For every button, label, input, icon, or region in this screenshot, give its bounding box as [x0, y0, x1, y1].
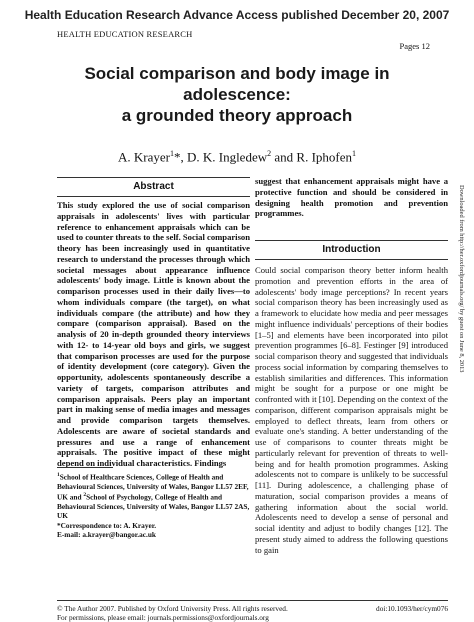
abstract-continuation [255, 176, 448, 219]
advance-access-banner: Health Education Research Advance Access published December 20, 2007 [24, 8, 450, 22]
affiliation-line: School of Healthcare Sciences, College of Health and Behavioural Sciences, University of Wales, Bangor LL57 2EF, UK and [57, 472, 249, 502]
abstract-text [57, 200, 250, 469]
corresponding-mark: * [173, 149, 181, 165]
title-line-1: Social comparison and body image in adolescence: [84, 64, 390, 104]
affiliation-text [57, 471, 250, 521]
introduction-text [255, 265, 448, 555]
permissions-line: For permissions, please email: journals.permissions@oxfordjournals.org [57, 613, 269, 622]
affiliation-mark: 1 [169, 149, 174, 158]
affiliation-mark: 1 [352, 149, 356, 158]
affiliations [57, 471, 250, 540]
download-watermark [458, 185, 472, 445]
introduction-heading: Introduction [255, 240, 448, 260]
affiliation-mark: 2 [83, 492, 87, 499]
abstract-body: This study explored the use of social comparison appraisals in adolescents' lives with particular reference to enhancement appraisals which can be used to counter threats to the self. Social comparison theory has been increasingly used in quantitative research to understand the processes through which societal messages about appearance influence adolescents' body image. Little is known about the comparison processes used in their daily lives—to whom individuals compare (the target), on what individuals compare (the attribute) and how they compare (comparison appraisal). Based on the analysis of 20 in-depth grounded theory interviews with 12- to 14-year old boys and girls, we suggest that comparison processes are used for the purpose of identity development (core category). Given the opportunity, adolescents spontaneously describe a variety of targets, comparison attributes and comparison appraisals. Peers play an important part in making sense of media images and messages and provide comparison targets themselves. Adolescents are aware of societal standards and pressures and use a range of enhancement appraisals. The positive impact of these might depend on individual characteristics. Findings [57, 200, 250, 468]
affiliation-line: School of Psychology, College of Health and Behavioural Sciences, University of Wales, Bangor LL57 2AS, UK [57, 492, 250, 521]
author-krayer: A. Krayer [117, 149, 170, 165]
title-line-2: a grounded theory approach [121, 106, 353, 125]
paper-title [40, 63, 434, 126]
footer-rule [57, 600, 448, 601]
footnote-rule [57, 467, 113, 468]
copyright-notice [57, 604, 288, 622]
correspondence-line: *Correspondence to: A. Krayer. [57, 520, 157, 530]
doi-line: doi:10.1093/her/cym076 [376, 604, 448, 613]
abstract-continuation-text: suggest that enhancement appraisals might have a protective function and should be considered in designing health promotion and prevention programmes. [255, 176, 448, 219]
author-iphofen: and R. Iphofen [271, 149, 352, 165]
affiliation-mark: 2 [267, 149, 272, 158]
download-watermark-text: Downloaded from http://her.oxfordjournals.org/ by guest on June 8, 2013 [458, 185, 465, 373]
doi [376, 604, 448, 613]
affiliation-mark: 1 [57, 472, 60, 478]
journal-name: HEALTH EDUCATION RESEARCH [57, 29, 193, 39]
author-ingledew: , D. K. Ingledew [180, 149, 268, 165]
introduction-body: Could social comparison theory better inform health promotion and prevention efforts in the area of adolescents' body image perceptions? In recent years social comparison theory has been increasingly used as a framework to elucidate how media and peer messages might influence individuals' perceptions of their bodies [1–5] and elements have been incorporated into pilot prevention programmes [6–8]. Festinger [9] introduced social comparison theory and suggested that individuals process social information by comparing themselves to establish similarities and differences. This information might be sought for a purpose or one might be confronted with it [10]. Depending on the context of the comparison, different comparison appraisals might be employed to deflect threats, learn from others or evaluate one's standing. A better understanding of the use of comparisons to counter threats might be particularly relevant for prevention of threats to well-being and for health promotion programmes. Asking adolescents not to compare is unlikely to be successful [11]. During adolescence, a challenging phase of maturation, social comparison provides a means of gathering information about the social world. Adolescents need to develop a sense of personal and social identity and adjust to bodily changes [12]. The present study aimed to address the following questions to gain [255, 265, 448, 555]
page-count: Pages 12 [399, 41, 430, 51]
abstract-heading: Abstract [57, 177, 250, 197]
author-list [40, 149, 434, 165]
email-line: E-mail: a.krayer@bangor.ac.uk [57, 530, 156, 540]
copyright-line: © The Author 2007. Published by Oxford University Press. All rights reserved. [57, 604, 288, 613]
